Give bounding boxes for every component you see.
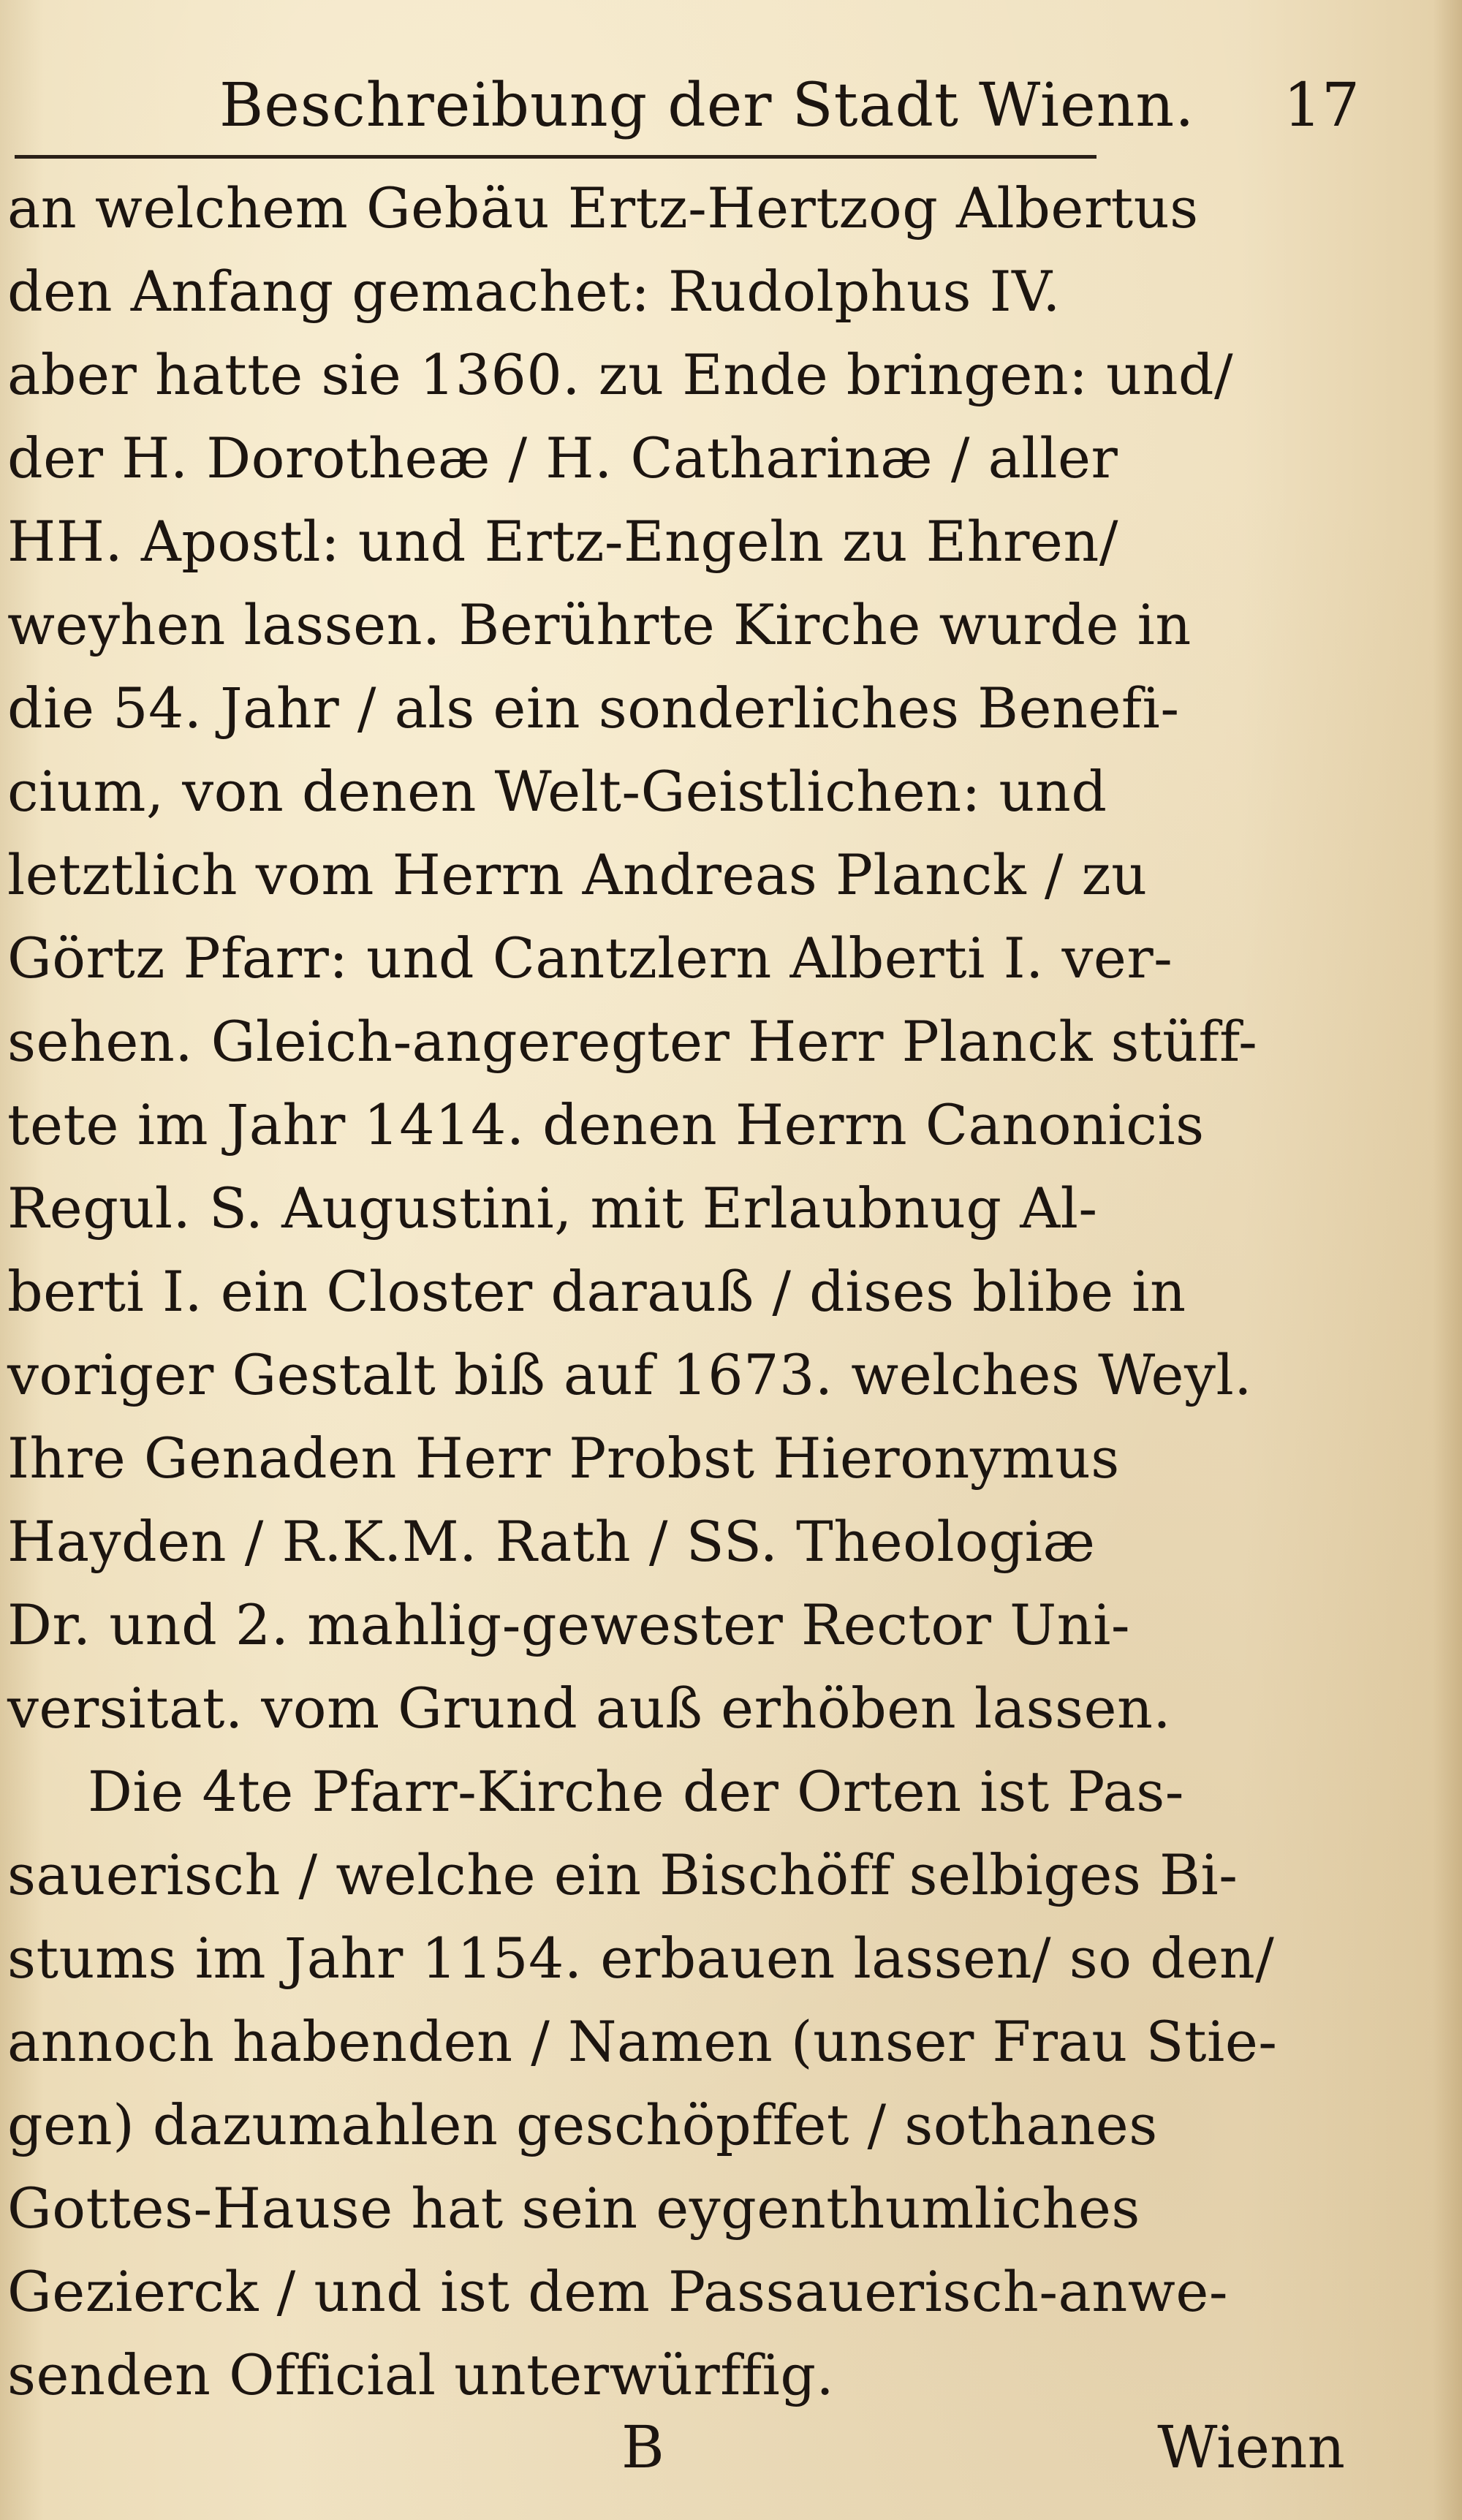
- text-line: voriger Gestalt biß auf 1673. welches Weyl.: [7, 1342, 1252, 1407]
- text-line: aber hatte sie 1360. zu Ende bringen: und/: [7, 342, 1234, 407]
- text-line: sauerisch / welche ein Bischöff selbiges Bi-: [7, 1842, 1238, 1907]
- text-line: cium, von denen Welt-Geistlichen: und: [7, 759, 1107, 824]
- text-line: Gottes-Hause hat sein eygenthumliches: [7, 2176, 1140, 2241]
- text-line: an welchem Gebäu Ertz-Hertzog Albertus: [7, 175, 1199, 241]
- text-line: weyhen lassen. Berührte Kirche wurde in: [7, 592, 1192, 657]
- text-line: den Anfang gemachet: Rudolphus IV.: [7, 259, 1061, 324]
- text-line: Regul. S. Augustini, mit Erlaubnug Al-: [7, 1176, 1098, 1241]
- page-header: [219, 66, 1360, 146]
- catchword: Wienn: [1157, 2413, 1345, 2481]
- text-line: tete im Jahr 1414. denen Herrn Canonicis: [7, 1092, 1205, 1157]
- text-line: senden Official unterwürffig.: [7, 2342, 835, 2407]
- text-line: berti I. ein Closter darauß / dises blibe in: [7, 1259, 1186, 1324]
- text-line: stums im Jahr 1154. erbauen lassen/ so den/: [7, 1926, 1275, 1991]
- text-line: Dr. und 2. mahlig-gewester Rector Uni-: [7, 1592, 1131, 1657]
- text-line: gen) dazumahlen geschöpffet / sothanes: [7, 2092, 1158, 2157]
- text-line: versitat. vom Grund auß erhöben lassen.: [7, 1676, 1172, 1741]
- page-number: 17: [1283, 71, 1360, 140]
- text-line: sehen. Gleich-angeregter Herr Planck stüff-: [7, 1009, 1258, 1074]
- text-line: HH. Apostl: und Ertz-Engeln zu Ehren/: [7, 509, 1118, 574]
- page-footer: [0, 2404, 1462, 2491]
- header-rule: [15, 155, 1096, 159]
- text-line: der H. Dorotheæ / H. Catharinæ / aller: [7, 425, 1118, 491]
- text-line: Ihre Genaden Herr Probst Hieronymus: [7, 1426, 1120, 1491]
- paragraph-start-line: Die 4te Pfarr-Kirche der Orten ist Pas-: [88, 1759, 1184, 1824]
- text-line: die 54. Jahr / als ein sonderliches Benefi-: [7, 676, 1180, 741]
- text-line: annoch habenden / Namen (unser Frau Stie-: [7, 2009, 1278, 2074]
- text-line: Gezierck / und ist dem Passauerisch-anwe-: [7, 2259, 1229, 2324]
- signature-mark: B: [621, 2413, 664, 2481]
- running-title: Beschreibung der Stadt Wienn.: [219, 71, 1195, 140]
- text-line: letztlich vom Herrn Andreas Planck / zu: [7, 842, 1148, 907]
- text-line: Görtz Pfarr: und Cantzlern Alberti I. ver-: [7, 926, 1173, 991]
- text-line: Hayden / R.K.M. Rath / SS. Theologiæ: [7, 1509, 1096, 1574]
- body-text: [7, 167, 1367, 2417]
